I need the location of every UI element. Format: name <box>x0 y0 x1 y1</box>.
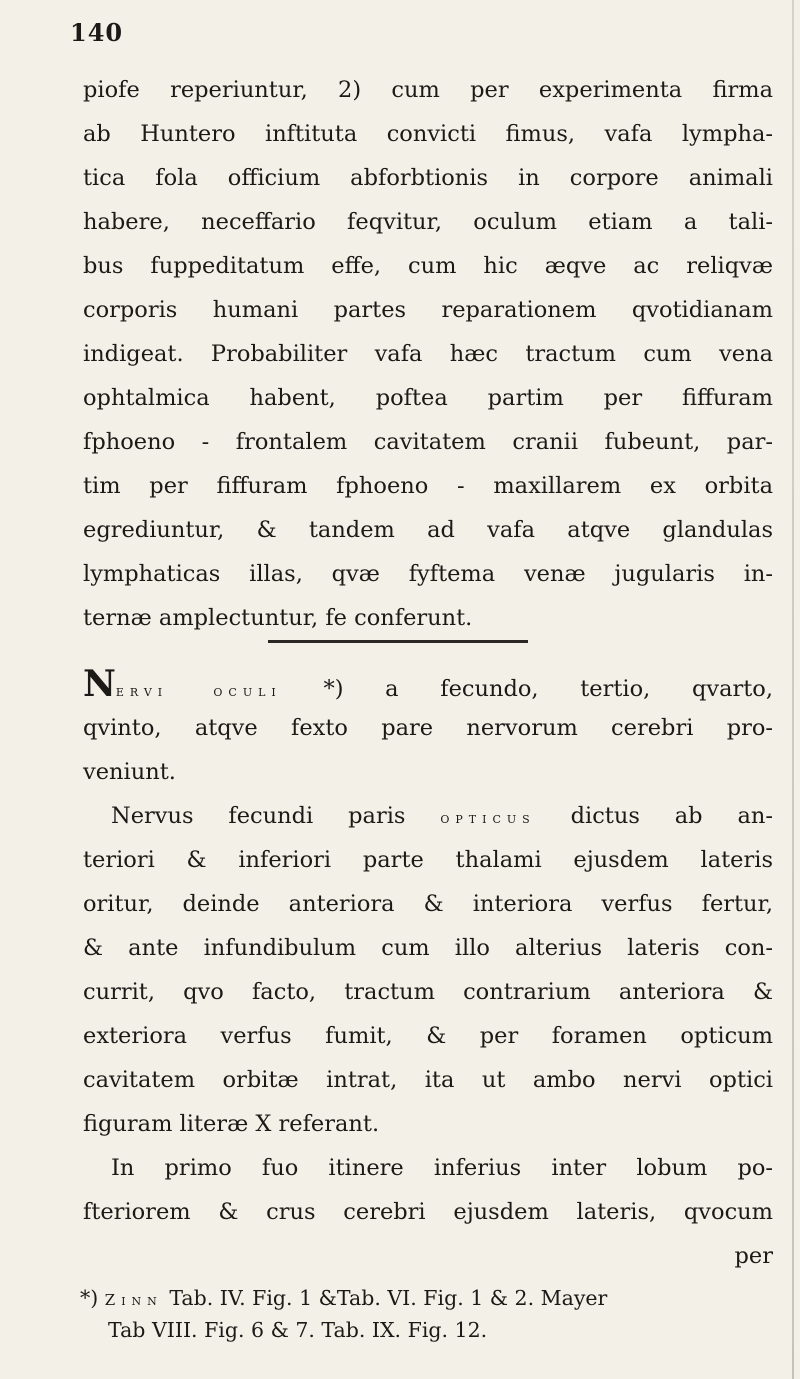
text-line: tim per fiffuram fphoeno - maxillarem ex orbita <box>83 473 773 499</box>
footnote <box>80 1283 770 1345</box>
section-heading-line <box>83 662 773 706</box>
text-line: In primo fuo itinere inferius inter lobum po- <box>111 1155 773 1181</box>
text-line: & ante infundibulum cum illo alterius lateris con- <box>83 935 773 961</box>
text-line: tica fola officium abforbtionis in corpore animali <box>83 165 773 191</box>
text-line: corporis humani partes reparationem qvotidianam <box>83 297 773 323</box>
paragraph-first-line <box>83 794 773 838</box>
text-line: indigeat. Probabiliter vafa hæc tractum cum vena <box>83 341 773 367</box>
text-line: veniunt. <box>83 759 176 785</box>
term-opticus: opticus <box>440 809 536 827</box>
text-line: oritur, deinde anteriora & interiora verfus fertur, <box>83 891 773 917</box>
footnote-reference: Tab. IV. Fig. 1 &Tab. VI. Fig. 1 & 2. Mayer <box>169 1286 608 1310</box>
footnote-line <box>80 1283 770 1315</box>
catchword: per <box>734 1243 773 1269</box>
footnote-author: Zinn <box>104 1291 163 1309</box>
text-line: habere, neceffario feqvitur, oculum etiam a tali- <box>83 209 773 235</box>
text-line: figuram literæ X referant. <box>83 1111 380 1137</box>
text-line: egrediuntur, & tandem ad vafa atqve glandulas <box>83 517 773 543</box>
text-line: bus fuppeditatum effe, cum hic æqve ac reliqvæ <box>83 253 773 279</box>
text-line: piofe reperiuntur, 2) cum per experimenta firma <box>83 77 773 103</box>
page-edge <box>792 0 794 1379</box>
text-fragment: dictus ab an- <box>570 803 773 829</box>
section-nervi-oculi <box>83 662 773 1278</box>
footnote-marker: *) <box>80 1286 99 1310</box>
text-line: cavitatem orbitæ intrat, ita ut ambo nervi optici <box>83 1067 773 1093</box>
drop-cap: N <box>83 663 116 705</box>
text-line: ophtalmica habent, poftea partim per fiffuram <box>83 385 773 411</box>
text-line: qvinto, atqve fexto pare nervorum cerebri pro- <box>83 715 773 741</box>
text-line: teriori & inferiori parte thalami ejusdem lateris <box>83 847 773 873</box>
text-line: ternæ amplectuntur, fe conferunt. <box>83 605 473 631</box>
paragraph-lymphatic-vessels <box>83 68 773 640</box>
text-line: lymphaticas illas, qvæ fyftema venæ jugularis in- <box>83 561 773 587</box>
text-fragment: Nervus fecundi paris <box>111 803 406 829</box>
text-line-rest: *) a fecundo, tertio, qvarto, <box>323 676 773 702</box>
text-line: fteriorem & crus cerebri ejusdem lateris, qvocum <box>83 1199 773 1225</box>
text-line: currit, qvo facto, tractum contrarium anteriora & <box>83 979 773 1005</box>
section-heading: ervi oculi <box>115 682 282 700</box>
text-line: ab Huntero inftituta convicti fimus, vafa lympha- <box>83 121 773 147</box>
section-divider <box>268 640 528 643</box>
text-line: exteriora verfus fumit, & per foramen opticum <box>83 1023 773 1049</box>
page-number: 140 <box>70 18 124 47</box>
footnote-line: Tab VIII. Fig. 6 & 7. Tab. IX. Fig. 12. <box>108 1318 488 1342</box>
text-line: fphoeno - frontalem cavitatem cranii fubeunt, par- <box>83 429 773 455</box>
